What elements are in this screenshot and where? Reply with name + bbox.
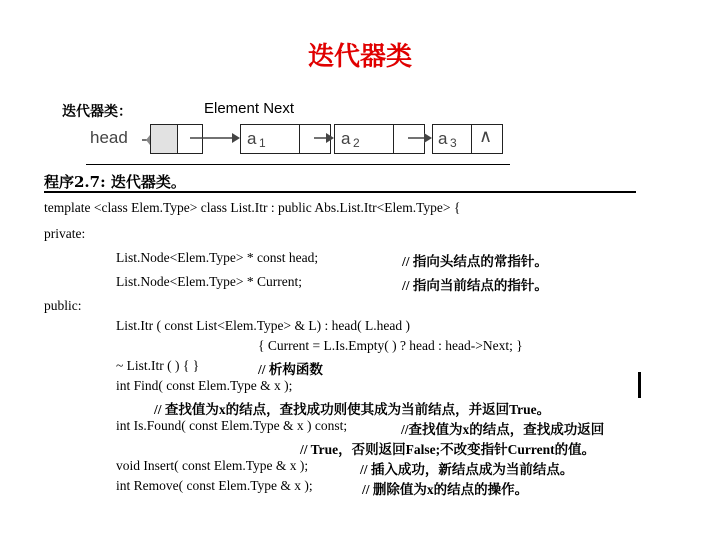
code-template-line: template <class Elem.Type> class List.Itr : public Abs.List.Itr<Elem.Type> { xyxy=(44,200,461,215)
comment-isfound: //查找值为x的结点，查找成功返回 xyxy=(401,422,605,437)
node-a3-next xyxy=(471,124,503,154)
code-head-member: List.Node<Elem.Type> * const head; xyxy=(116,250,319,265)
text-cursor-bar xyxy=(638,372,641,398)
node-a3-element: a 3 xyxy=(432,124,472,154)
comment-destructor: // 析构函数 xyxy=(258,362,323,377)
code-insert: void Insert( const Elem.Type & x ); xyxy=(116,458,309,473)
comment-current-member: // 指向当前结点的指针。 xyxy=(402,278,548,293)
code-remove: int Remove( const Elem.Type & x ); xyxy=(116,478,313,493)
code-public: public: xyxy=(44,298,82,313)
program-title: 程序2.7: 迭代器类。 xyxy=(44,173,186,191)
node-a2-element: a 2 xyxy=(334,124,394,154)
diagram-caption: 迭代器类： xyxy=(62,104,132,120)
code-constructor: List.Itr ( const List<Elem.Type> & L) : head( L.head ) xyxy=(116,318,410,333)
head-node-element xyxy=(150,124,178,154)
code-current-member: List.Node<Elem.Type> * Current; xyxy=(116,274,302,289)
diagram-divider xyxy=(86,164,510,165)
code-find: int Find( const Elem.Type & x ); xyxy=(116,378,293,393)
null-symbol: ∧ xyxy=(479,126,493,146)
comment-insert: // 插入成功，新结点成为当前结点。 xyxy=(360,462,574,477)
code-constructor-body: { Current = L.Is.Empty( ) ? head : head->Next; } xyxy=(258,338,523,353)
node-a1-element: a 1 xyxy=(240,124,300,154)
comment-isfound-continued: // True，否则返回False;不改变指针Current的值。 xyxy=(300,442,596,457)
code-private: private: xyxy=(44,226,86,241)
code-isfound: int Is.Found( const Elem.Type & x ) const; xyxy=(116,418,348,433)
arrow-icon xyxy=(190,128,240,148)
head-label: head xyxy=(90,128,128,147)
arrow-icon xyxy=(314,128,334,148)
code-destructor: ~ List.Itr ( ) { } xyxy=(116,358,200,373)
comment-find: // 查找值为x的结点，查找成功则使其成为当前结点，并返回True。 xyxy=(154,402,551,417)
comment-head-member: // 指向头结点的常指针。 xyxy=(402,254,548,269)
arrow-icon xyxy=(408,128,432,148)
program-title-rule xyxy=(44,191,636,193)
node-field-labels: Element Next xyxy=(204,100,295,117)
page-title: 迭代器类 xyxy=(307,42,412,72)
comment-remove: // 删除值为x的结点的操作。 xyxy=(362,482,529,497)
